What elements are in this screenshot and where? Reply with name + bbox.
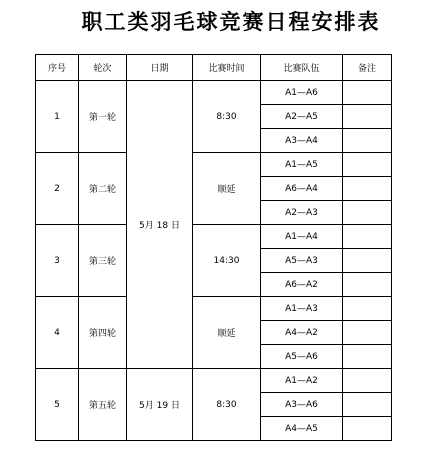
round-number: 3 [36,225,79,297]
match-teams: A1—A5 [261,153,343,177]
notes-cell [343,249,392,273]
match-time: 顺延 [193,153,261,225]
notes-cell [343,393,392,417]
match-teams: A1—A3 [261,297,343,321]
round-number: 5 [36,369,79,441]
round-name: 第一轮 [79,81,127,153]
match-date: 5月 19 日 [127,369,193,441]
header-teams: 比赛队伍 [261,55,343,81]
notes-cell [343,177,392,201]
match-teams: A6—A4 [261,177,343,201]
table-row [36,153,392,177]
match-teams: A3—A6 [261,393,343,417]
notes-cell [343,225,392,249]
header-date: 日期 [127,55,193,81]
table-row [36,369,392,393]
notes-cell [343,345,392,369]
page-title: 职工类羽毛球竞赛日程安排表 [81,9,381,34]
round-number: 2 [36,153,79,225]
match-teams: A1—A2 [261,369,343,393]
header-row [36,55,392,81]
notes-cell [343,297,392,321]
notes-cell [343,153,392,177]
notes-cell [343,129,392,153]
notes-cell [343,105,392,129]
match-time: 14:30 [193,225,261,297]
notes-cell [343,273,392,297]
header-time: 比赛时间 [193,55,261,81]
table-row [36,225,392,249]
match-teams: A4—A5 [261,417,343,441]
notes-cell [343,81,392,105]
schedule-table [35,54,392,441]
match-teams: A5—A6 [261,345,343,369]
notes-cell [343,321,392,345]
match-teams: A4—A2 [261,321,343,345]
match-teams: A6—A2 [261,273,343,297]
match-time: 8:30 [193,369,261,441]
match-time: 8:30 [193,81,261,153]
match-teams: A1—A6 [261,81,343,105]
match-teams: A3—A4 [261,129,343,153]
round-number: 1 [36,81,79,153]
match-teams: A5—A3 [261,249,343,273]
notes-cell [343,417,392,441]
notes-cell [343,201,392,225]
match-teams: A2—A5 [261,105,343,129]
header-notes: 备注 [343,55,392,81]
table-row [36,81,392,105]
match-date: 5月 18 日 [127,81,193,369]
round-name: 第二轮 [79,153,127,225]
round-name: 第三轮 [79,225,127,297]
match-time: 顺延 [193,297,261,369]
match-teams: A2—A3 [261,201,343,225]
round-name: 第四轮 [79,297,127,369]
match-teams: A1—A4 [261,225,343,249]
table-row [36,297,392,321]
header-no: 序号 [36,55,79,81]
round-name: 第五轮 [79,369,127,441]
notes-cell [343,369,392,393]
round-number: 4 [36,297,79,369]
header-round: 轮次 [79,55,127,81]
